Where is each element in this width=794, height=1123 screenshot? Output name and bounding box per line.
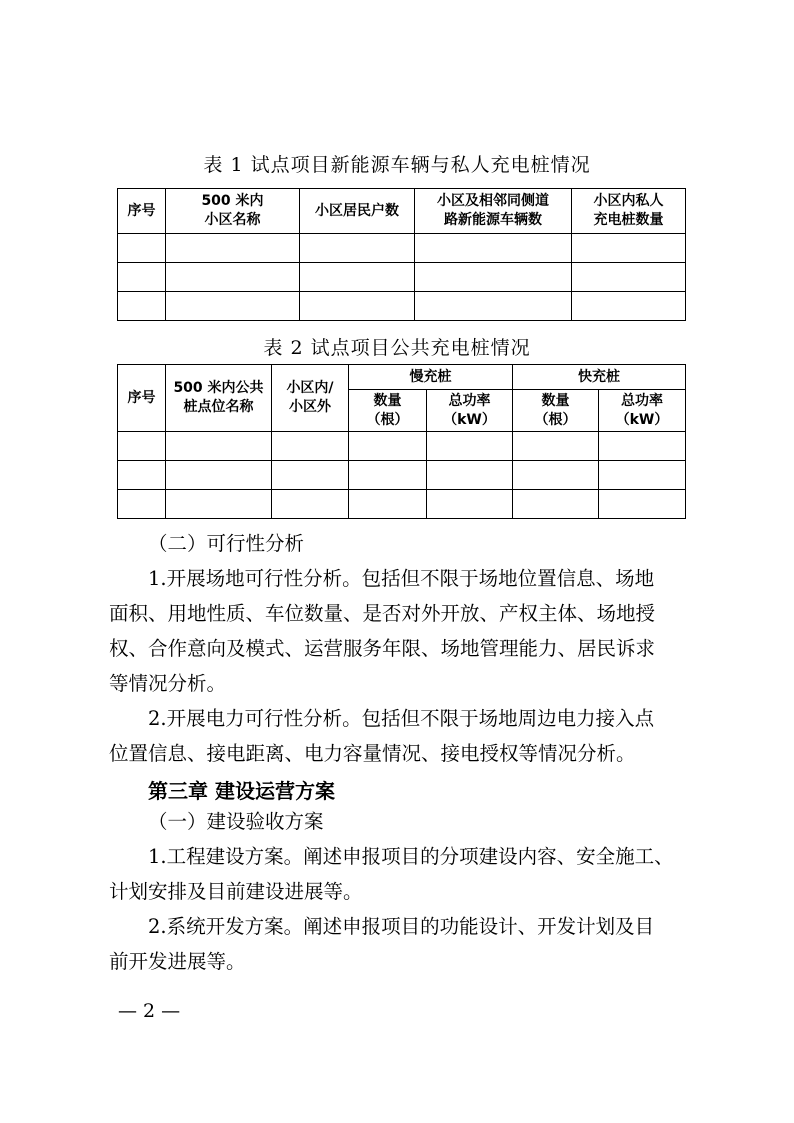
table-row — [118, 234, 686, 263]
table-row — [118, 263, 686, 292]
table1 — [117, 188, 686, 321]
table2-caption: 表 2 试点项目公共充电桩情况 — [263, 337, 531, 359]
chapter-title: 第三章 建设运营方案 — [148, 779, 335, 803]
table1-caption: 表 1 试点项目新能源车辆与私人充电桩情况 — [203, 154, 591, 176]
paragraph-site-feasibility-line4: 等情况分析。 — [109, 672, 227, 695]
page-number: — 2 — — [118, 1000, 181, 1022]
table2-header-row1 — [118, 365, 686, 390]
paragraph-site-feasibility-line1: 1.开展场地可行性分析。包括但不限于场地位置信息、场地 — [148, 567, 655, 590]
table2 — [117, 364, 686, 519]
col-fast-qty: 数量 （根） — [513, 390, 599, 432]
section-title-construction: （一）建设验收方案 — [148, 810, 324, 833]
table1-header-row — [118, 189, 686, 234]
col-private-chargers: 小区内私人 充电桩数量 — [572, 189, 686, 234]
col-slow-power: 总功率 （kW） — [427, 390, 513, 432]
paragraph-site-feasibility-line3: 权、合作意向及模式、运营服务年限、场地管理能力、居民诉求 — [109, 637, 656, 660]
paragraph-system-line2: 前开发进展等。 — [109, 950, 246, 973]
col-site-name: 500 米内公共 桩点位名称 — [166, 365, 272, 432]
paragraph-engineering-line1: 1.工程建设方案。阐述申报项目的分项建设内容、安全施工、 — [148, 845, 674, 868]
col-no: 序号 — [118, 365, 166, 432]
paragraph-site-feasibility-line2: 面积、用地性质、车位数量、是否对外开放、产权主体、场地授 — [109, 602, 656, 625]
col-slow-chargers: 慢充桩 — [349, 365, 513, 390]
col-in-out: 小区内/ 小区外 — [272, 365, 349, 432]
section-title-feasibility: （二）可行性分析 — [148, 532, 305, 555]
paragraph-power-feasibility-line2: 位置信息、接电距离、电力容量情况、接电授权等情况分析。 — [109, 742, 636, 765]
col-nev-count: 小区及相邻同侧道 路新能源车辆数 — [415, 189, 572, 234]
paragraph-power-feasibility-line1: 2.开展电力可行性分析。包括但不限于场地周边电力接入点 — [148, 707, 655, 730]
col-community-name: 500 米内 小区名称 — [166, 189, 300, 234]
table-row — [118, 490, 686, 519]
table-row — [118, 432, 686, 461]
col-fast-power: 总功率 （kW） — [599, 390, 686, 432]
table-row — [118, 461, 686, 490]
col-no: 序号 — [118, 189, 166, 234]
col-slow-qty: 数量 （根） — [349, 390, 427, 432]
col-fast-chargers: 快充桩 — [513, 365, 686, 390]
paragraph-engineering-line2: 计划安排及目前建设进展等。 — [109, 880, 363, 903]
col-households: 小区居民户数 — [300, 189, 415, 234]
paragraph-system-line1: 2.系统开发方案。阐述申报项目的功能设计、开发计划及目 — [148, 915, 655, 938]
table-row — [118, 292, 686, 321]
